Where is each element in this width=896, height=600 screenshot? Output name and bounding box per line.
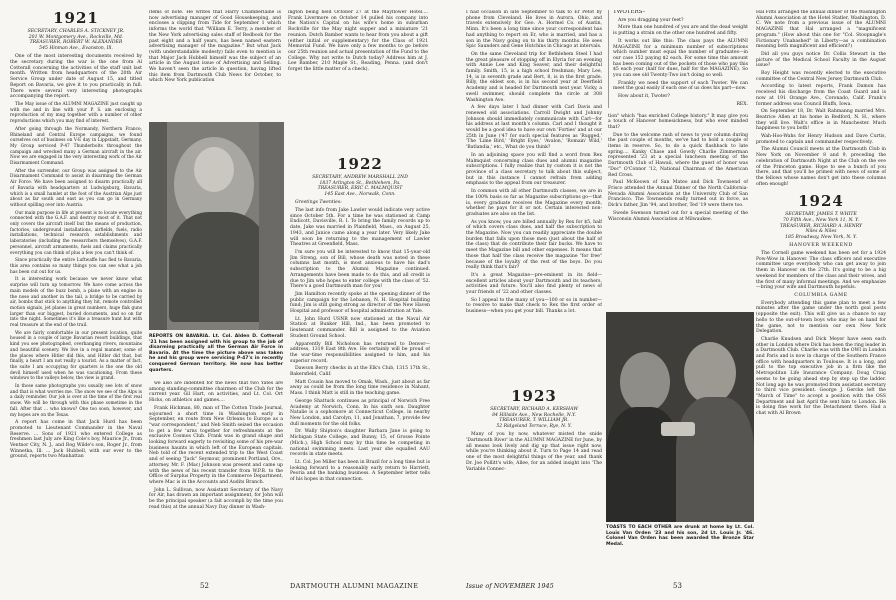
father-son-photo xyxy=(606,312,754,522)
paragraph: George Shattuck continues as principal of Norwich Free Academy at Norwich, Conn. In his sixth son. Daughter Natalie is a sophomore at Connecticut College, in nearby New London, and Carolyn, 11, and Jonathan, 7, provide few dull moments for the old folks. xyxy=(290,398,430,427)
class-year-1923: 1923 xyxy=(511,387,557,405)
column-c xyxy=(756,10,886,583)
class-1922-header: 1922 SECRETARY, ANDREW MARSHALL 2ND 1837 Arlington St., Bethlehem, Pa. TREASURER, ERIC C. MALMQUIST 145 East Ave., Norwalk, Conn. xyxy=(290,156,430,197)
paragraph: Apparently Bill Nicholson has returned to Denver—address, 1319 East 8th Ave. He certainly will be proud of the war-time responsibilities assigned to him, and his superior record. xyxy=(290,341,430,364)
paragraph: Charlie Knudsen and Dick Meyer have seen each other in London where Dick has been the ring leader in a Dartmouth Club. Charlie was with the OWI in London and Paris and is now in charge of the Southern France office with headquarters in Toulouse. It is a long, and pull to the top executive job in a firm like the Metropolitan Life Insurance Company. Doug Craig seems to be going ahead step by step up the ladder. Not long ago he was promoted from assistant secretary to third vice president. George J. Gercke left the "March of Time" to accept a position with the OSS Department and last April the sent him to London. He is doing fine work for the Detachment there. Had a chat with Al Brown xyxy=(756,336,886,417)
paragraph: Due to the welcome rash of news to your column during the past couple of months, we've had to hold a couple of items in reserve. So, to do a quick flashback to late spring.... Kanky Chase and Gowdy Charlie Zimmerman represented '23 at a special luncheon meeting of the Dartmouth Club of Hawaii, where the guest of honor was "Doc" O'Connor '12, National Chairman of the American Red Cross. xyxy=(608,132,748,178)
paragraph: The last info from Jake Lawler would indicate very active since October 5th. For a time he was stationed at Camp Endicott, Davisville, R. I. To bring the family records up to date, Jake was married in Plainfield, Mass., on August 25, 1943, and Janice came along a year later. Very likely Jake will soon be returning to the management of Lawler Theatres at Greenfield, Mass. xyxy=(290,208,430,248)
class-1924-header: 1924 SECRETARY, JAMES T. WHITE 70 Fifth Ave., New York 11, N. Y. TREASURER, RICHARD A. HENRY Niles & Niles 185 Broadway, New York, N. Y. xyxy=(756,193,886,240)
paragraph: In common with all other Dartmouth classes, we are in the 100% basis so far as Magazine subscriptions go—that is, every graduate receives the Magazine every month, whether he pays for it or not. Certain interested non-graduates are also on the list. xyxy=(466,189,602,217)
box-signature: REX. xyxy=(736,101,748,107)
paragraph: items of note. He writes that Harry Chamberlaine is now advertising manager of Good Housekeeping, and encloses a clipping from Tide for September 1 which informs the world that "William E. Terry, a member of the New York advertising sales staff of Redbook for the past eight and a half years, has been named eastern advertising manager of the magazine." But what Jack (with understandable modesty) fails even to mention is that Major Jack Hubbell himself was the subject of an article in the August issue of Advertising and Selling. We haven't seen the article in question, having lifted this item from Dartmouth Club News for October, to which New York publication xyxy=(149,10,281,84)
paragraph: Dawson Berry checks in at the Elk's Club, 1315 17th St., Bakersfield, Calif. xyxy=(290,366,430,378)
paragraph: I'm sure you will be interested to know that 15-year-old Jim Streng, son of Bill, whose death was noted in these columns last month, is most anxious to have his dad's subscription to the Alumni Magazine continued. Arrangements have been made to do this, and all credit is due to Jim who hopes to enter college with the class of '52. There's a good Dartmouth man for you! xyxy=(290,250,430,290)
paragraph: It is interesting work because we never know what surprise will turn up tomorrow. We have come across the main models of the buzz bomb, a plane with an engine in the nose and another in the tail, a bridge to be carried by air, bombs that stick to anything they hit, remote controlled motion signals, jet planes in great numbers, huge flak guns larger than our biggest, buried documents, and so on far into the night. Sometimes it's like a treasure hunt but with real treasure at the end of the trail. xyxy=(10,277,142,329)
paragraph: I had occasion in late September to talk to Er Petot by phone from Cleveland. He lives in Aurora, Ohio, and travels extensively for Geo. A. Hormel Co. of Austin, Minn. It's been a long time since your correspondent has had anything to report on Er, who is married, and has a son in the Navy going on to his thirty months. He sees Spic Saunders and Gene Hutchins in Chicago at intervals. xyxy=(466,10,602,50)
paragraph: Wah-Hoo-Wahs for Henry Hudson and Dave Curtis, promoted to captain and commander respectively. xyxy=(756,134,886,145)
bavaria-photo-caption: REPORTS ON BAVARIA. Lt. Col. Alden D. Cotterall '21 has been assigned with his group to the job of disarming practically all the German Air Force in Bavaria. At the time the picture above was taken he and his group were servicing P-47's in recently conquered German territory. He now has better quarters. xyxy=(149,334,283,373)
column-1922 xyxy=(290,140,430,583)
paragraph: The Cornell game weekend has been set for a 1924 Pow-Wow in Hanover. The class officers and executive committee urge everybody who can get away to join them in Hanover on the 27th. It's going to be a big weekend for members of the class and their wives, and the first of many informal meetings. And we emphasize—bring your wife and Dartmouth hopefuls. xyxy=(756,251,886,291)
page-number-left: 52 xyxy=(200,582,209,590)
paragraph: On September 18, Dr. Walt Rahmanng married Mrs. Beatrice Allen at his home in Bedford, N. H., where they will live. Walt's office is in Manchester. Much happiness to you both! xyxy=(756,109,886,132)
magazine-title: DARTMOUTH ALUMNI MAGAZINE xyxy=(290,582,419,590)
paragraph: So I appeal to the many of you—100 or so in number—to resolve to make that check to Rex the first order of business—when you get your bill. Thanks a lot. xyxy=(466,297,602,315)
class-1923-header: 1923 SECRETARY, RICHARD A. KERSHAW 84 Hillside Ave., New Rochelle, N.Y. TREASURER, T. WILLIAM JR. 52 Ridgeland Terrace, Rye, N. Y. xyxy=(466,388,602,429)
paragraph: tion" which "has enriched College history." It may give you a touch of Hanover homesickness, but who ever minded that? xyxy=(608,113,748,130)
paragraph: Lt. John Hurd USNR now stationed at the Naval Air Station at Bunker Hill, Ind., has been promoted to lieutenant commander. Bill is assigned to the Aviation Student Ground School. xyxy=(290,316,430,339)
right-page xyxy=(448,0,896,600)
paragraph: A few days later I had dinner with Carl Davis and renewed old associations. Carroll Dwight and Johnny Johnson should immediately communicate with Carl—for his address at last month's column. Carl and I thought it would be a good idea to have our own 'Forties' and at our 25th in June ('47 for such special features as 'Rugged,' 'The 'Lime Bird,' 'Bright Eyes,' 'Avalon,' 'Romain' Wild,' 'Batlandia,' etc., What do you think? xyxy=(466,105,602,151)
column-3-top xyxy=(288,10,428,140)
class-year-1922: 1922 xyxy=(337,155,383,173)
column-b xyxy=(608,10,748,310)
paragraph: Our main purpose in life at present is to locate everything connected with the G.A.F. and destroy most of it. That not only covers the aircraft itself but the means of production, factories, underground installations, airfields, fuels, radio installations, technical research establishments and laboratories (including the researchers themselves), G.A.F. personnel, aircraft armaments, fuels and claims practically everything you can think of plus a few you can't think of. xyxy=(10,210,142,256)
column-a xyxy=(466,10,602,370)
paragraph: John L. Sullivan, now Assistant Secretary of the Navy for Air, has drawn an important assignment, for John will be the principal speaker (a fait accompli by the time you read this) at the annual Navy Day dinner in Wash- xyxy=(149,487,283,510)
box-title: TWOTERS– xyxy=(613,10,646,15)
paragraph: Jim Hamilton recently spoke at the opening dinner of the public campaign for the Lebanon, N. H. Hospital building fund; Jim is still going strong as director of the New Haven Hospital and professor of hospital administration at Yale. xyxy=(290,291,430,315)
paragraph: ington being held October 27 at the Mayflower Hotel.... Frank Livermore on October 14 pulled his company into the Nation's Capital on his wife's home in suburban Rockville for the May night supper and a miniature '21 reunion. Dutch Bamber wants to hear from you about a gift (either initial or supplementary) for the Class of 1921 Memorial Fund. We have only a few months to go before our 25th reunion and actual presentation of the Fund to the College. Why not write to Dutch today? Address him at J. Lee Bamber, 210 Maple St., Reading, Penna. (and don't forget the little matter of a check). xyxy=(288,10,428,73)
paragraph: The Alumni Council meets at the Dartmouth Club in New York on November 8 and 9, preceding the celebration of Dartmouth Night at the Club on the eve of the Princeton game. Hope to see a bunch of you there, and that you'll be primed with news of some of the fellows whose names don't get into these columns often enough! xyxy=(756,147,886,187)
father-son-photo-caption: TOASTS TO EACH OTHER are drunk at home by Lt. Col. Louis Van Orden '23 and his son, 2d Lt. Louis Jr. '46. Colonel Van Orden has been awarded the Bronze Star Medal. xyxy=(606,525,754,547)
paragraph: In an adjoining space you will find a word from Rex Malmquist concerning class dues and alumni magazine subscriptions. I fully realize that by custom it is not the province of a class secretary to talk about this subject, but in this instance I cannot refrain from adding emphasis to the appeal from our treasurer. xyxy=(466,152,602,187)
paragraph: Roy Height was recently elected to the executive committee of the Central New Jersey Dartmouth Club. xyxy=(756,71,886,82)
paragraph: We are fairly comfortable in our present location, quite housed in a couple of large Bavarian resort buildings, that kind you see photographed, overhanging rivers, mountains and beautiful scenery. We live in a regal manner, some of the places where Hitler did this, and Hitler did that, but finally, a heart I am not really a tourist. As a matter of fact, the suite I am occupying for quarters is the one the old devil himself used when he was vacationing. From these windows to the valleys below, the view is grand. xyxy=(10,330,142,382)
greeting: Greetings Twenties: xyxy=(295,200,342,206)
subheading: COLUMBIA GAME xyxy=(794,292,848,298)
paragraph: Hal Fitts arranged the annual dinner of the Washington Alumni Association at the Hotel Statler, Washington, D. C. We note from a previous issue of the ALUMNI MAGAZINE that Hal arranged a "magnificent program." (How about this one for "Col. Stoopnagle's Fictionary Unabashed" in Liberty—as a combination meaning both magnificent and efficient?) xyxy=(756,10,886,50)
paragraph: Frank Hickman, 80, man of The Cotton Trade Journal, sojourned a short time in Washington early in September, en route from New Orleans to Europe as a "war correspondent," and Neb Smith seized the occasion to get a few 'urns together for refreshments at the exclusive Cosmos Club. Frank was in grand shape and looking forward eagerly to revisiting some of his pre-war business haunts in which left of the European capitals. Neb told of the recent extended trip to the West Coast and of seeing "Jack" Seymour, prominent Portland, Ore., attorney. Mr. F. (Mac) Johnson was present and came up with the news of his recent transfer from W.P.B. to the Office of Surplus Property in the Commerce Department, where Mac is in the Accounts and Audits Branch. xyxy=(149,405,283,485)
class-year-1924: 1924 xyxy=(798,192,844,211)
paragraph: In those same photographs you usually see lots of snow and that is what worries me. The snow we see of the Alps is a daily reminder. Our job is over at the time of the first real snow. We will be through with this phase sometime in the fall. After that ... who knows? One too soon, however, and my hopes are on the Texas. xyxy=(10,384,142,418)
paragraph: It's a great Magazine—pre-eminent in its field—excellent articles about your Dartmouth and its teachers, activities and future. You'll also find plenty of news of your friends of '22 and other classes. xyxy=(466,272,602,296)
class-1921-header: 1921 SECRETARY, CHARLES A. STICKNEY JR. 201 W. Montgomery Ave., Rockville, Md. TREASURER, ROBERT W. ALEXANDER 545 Hinman Ave., Evanston, Ill. xyxy=(10,10,142,51)
paragraph: Did all you guys notice Dr. Collis Stewart in the picture of the Medical School Faculty in the August issue? xyxy=(756,51,886,69)
page-number-right: 53 xyxy=(673,582,682,590)
paragraph: Many of you by now, whatever misted the snide 'Dartmouth River' in the ALUMNI MAGAZINE for June, by all means look lively and dig up that issue right now, while you're thinking about it. Turn to Page 14 and read one of the most delightful things of the year, and thank Dr. Joe Pollitt's wife, Allee, for an added insight into 'The Variable Connec- xyxy=(466,432,602,472)
paragraph: Paul McKeown of San Mateo and Dick Townsend of Frisco attended the Annual Dinner of the North California-Nevada Alumni Association at the University Club of San Francisco. The Townsends really turned out in force, as Dick's father, Jim '94, and brother, Ted '19 were there too. xyxy=(608,180,748,209)
paragraph: The May issue of the ALUMNI MAGAZINE just caught up with me and in line with your P. S. am enclosing a reproduction of my mug together with a number of other reproductions which you may find of interest. xyxy=(10,102,142,125)
bavaria-photo xyxy=(149,122,284,330)
class-year-1921: 1921 xyxy=(53,10,99,27)
paragraph: we also are indebted for the news that two Yates are among standing-committee chairmen of the Club for the current year. Gil Hart, on activities, and Lt. Col. Ort Hicks, on athletics and games.... xyxy=(149,381,283,404)
twoters-box: TWOTERS– Are you dragging your feet? More than one hundred of you are and the dead weight is putting a strain on the other one hundred and fifty. It works out like this: The class pays the ALUMNI MAGAZINE for a minimum number of subscriptions which number must equal the number of graduates—in our case 152 paying $2 each. For some time this amount has been coming out of the pockets of those who pay this $5 each year (half for dues, half for the MAGAZINE). So you can see old Twenty-Two isn't doing so well. Frankly we need the support of each Twoter. We can meet the goal easily if each one of us does his part—now. How about it, Twoter? REX. xyxy=(608,10,748,108)
paragraph: One of the most interesting documents received by the secretary during the war is the one from Al Cotterall concerning the activities of the staff unit last month. Written from headquarters of the 20th Air Service Group under date of August 15, and titled Report on Bavaria, we give it to you practically in full. There were several very interesting photographs accompanying the report. xyxy=(10,54,142,100)
paragraph: On the same Cleveland trip for Bethlehem Steel I had the great pleasure of stopping off in Elyria for an evening with Annie Lee and King Seaver, and their delightful family. Smith, 15, is a high school freshman; Mary Lee, 14, is in seventh grade and Bert, 8, is in the first grade. Billy, the eldest son, is in his second year at Deerfield Academy and is headed for Dartmouth next year. Vicky, a swell swimmer, should complete the circle at 308 Washington Ave. xyxy=(466,51,602,103)
issue-date: Issue of NOVEMBER 1945 xyxy=(466,582,554,590)
column-1923 xyxy=(466,378,602,486)
paragraph: After going through the Normandy, Northern France, Rhineland and Central Europe campaigns, we found ourselves out of business on V-E day in Lippstadt, Germany. My Group serviced P-47 Thunderbolts throughout the campaign and wrecked many a German aircraft in the air. Now we are engaged in the very interesting work of the Air Disarmament Command. xyxy=(10,126,142,167)
paragraph: According to latest reports, Frank Damon has received his discharge from the Coast Guard and is now at 191 Orange Ave., Coronado, Calif. Frank's former address was Council Bluffs, Iowa. xyxy=(756,84,886,107)
column-1921 xyxy=(10,10,142,585)
paragraph: Matt Cousin has moved to Omak, Wash., just about as far away as could be from the long time residence in Nahant, Mass. I think Matt is still in the teaching game. xyxy=(290,379,430,397)
paragraph: Everybody attending this game plan to meet a few minutes after the game under the north goal posts (opposite the exit). This will give us a chance to say hello to the out-of-town boys who may be on hand for the game, not to mention our own New York Delegation. xyxy=(756,300,886,335)
subheading: HANOVER WEEKEND xyxy=(789,243,853,249)
paragraph: As you know, you are billed annually by Rex for $5, half of which covers class dues, and half the subscription to the Magazine. Now you can readily appreciate the double burden that falls upon those men (just about the half of the class) that do contribute their fair bucks. We have to meet the Magazine bill and other expenses. It means that those that half the class receive the magazine "for free" because of the loyalty of the rest of the boys. Do you really think that's fair? xyxy=(466,219,602,271)
paragraph: After the surrender, our Group was assigned to the Air Disarmament Command to assist in disarming the German Air Force. We have been assigned to disarm practically all of Bavaria with headquarters at Ludwigsburg, Bavaria, which is a small hamlet at the foot of the Austrian Alps just about as far south and east as you can go in Germany without spilling over into Austria. xyxy=(10,168,142,208)
paragraph: A report has come in that Jack Hurd has been promoted to Lieutenant Commander in the Naval Reserve. ... Sons of 1921 who entered College as freshmen last July are King Cole's boy, Maurice Jr., from Ventnor City, N. J., and Rog Wilde's son, Roger Jr., from Winnetka, Ill. ... Jack Hubbell, with our ever to the ground, reports two Manhattan xyxy=(10,420,142,460)
paragraph: Lt. Col. Joe Miller has been in Brazil for a long time but is looking forward to a reasonably early return to Harriett, Peoria and the banking business. A September letter tells of his hopes in that connection. xyxy=(290,459,430,483)
paragraph: Since practically the entire Luftwaffe has fled to Bavaria, this area contains so many things you can see what a job has been cut out for us. xyxy=(10,258,142,275)
column-2-bottom xyxy=(149,381,283,581)
paragraph: Swede Swenson turned out for a special meeting of the Wisconsin Alumni Association at Milwaukee. xyxy=(608,210,748,222)
column-2-top xyxy=(149,10,281,140)
paragraph: Dr. Wally Shipton's daughter Barbara Jane is going to Michigan State College, and Bunny, 15, of Grosse Pointe (Mich.), High School may by this time be competing in national swimming meets. Last year she equalled AAU records in state meets. xyxy=(290,429,430,458)
